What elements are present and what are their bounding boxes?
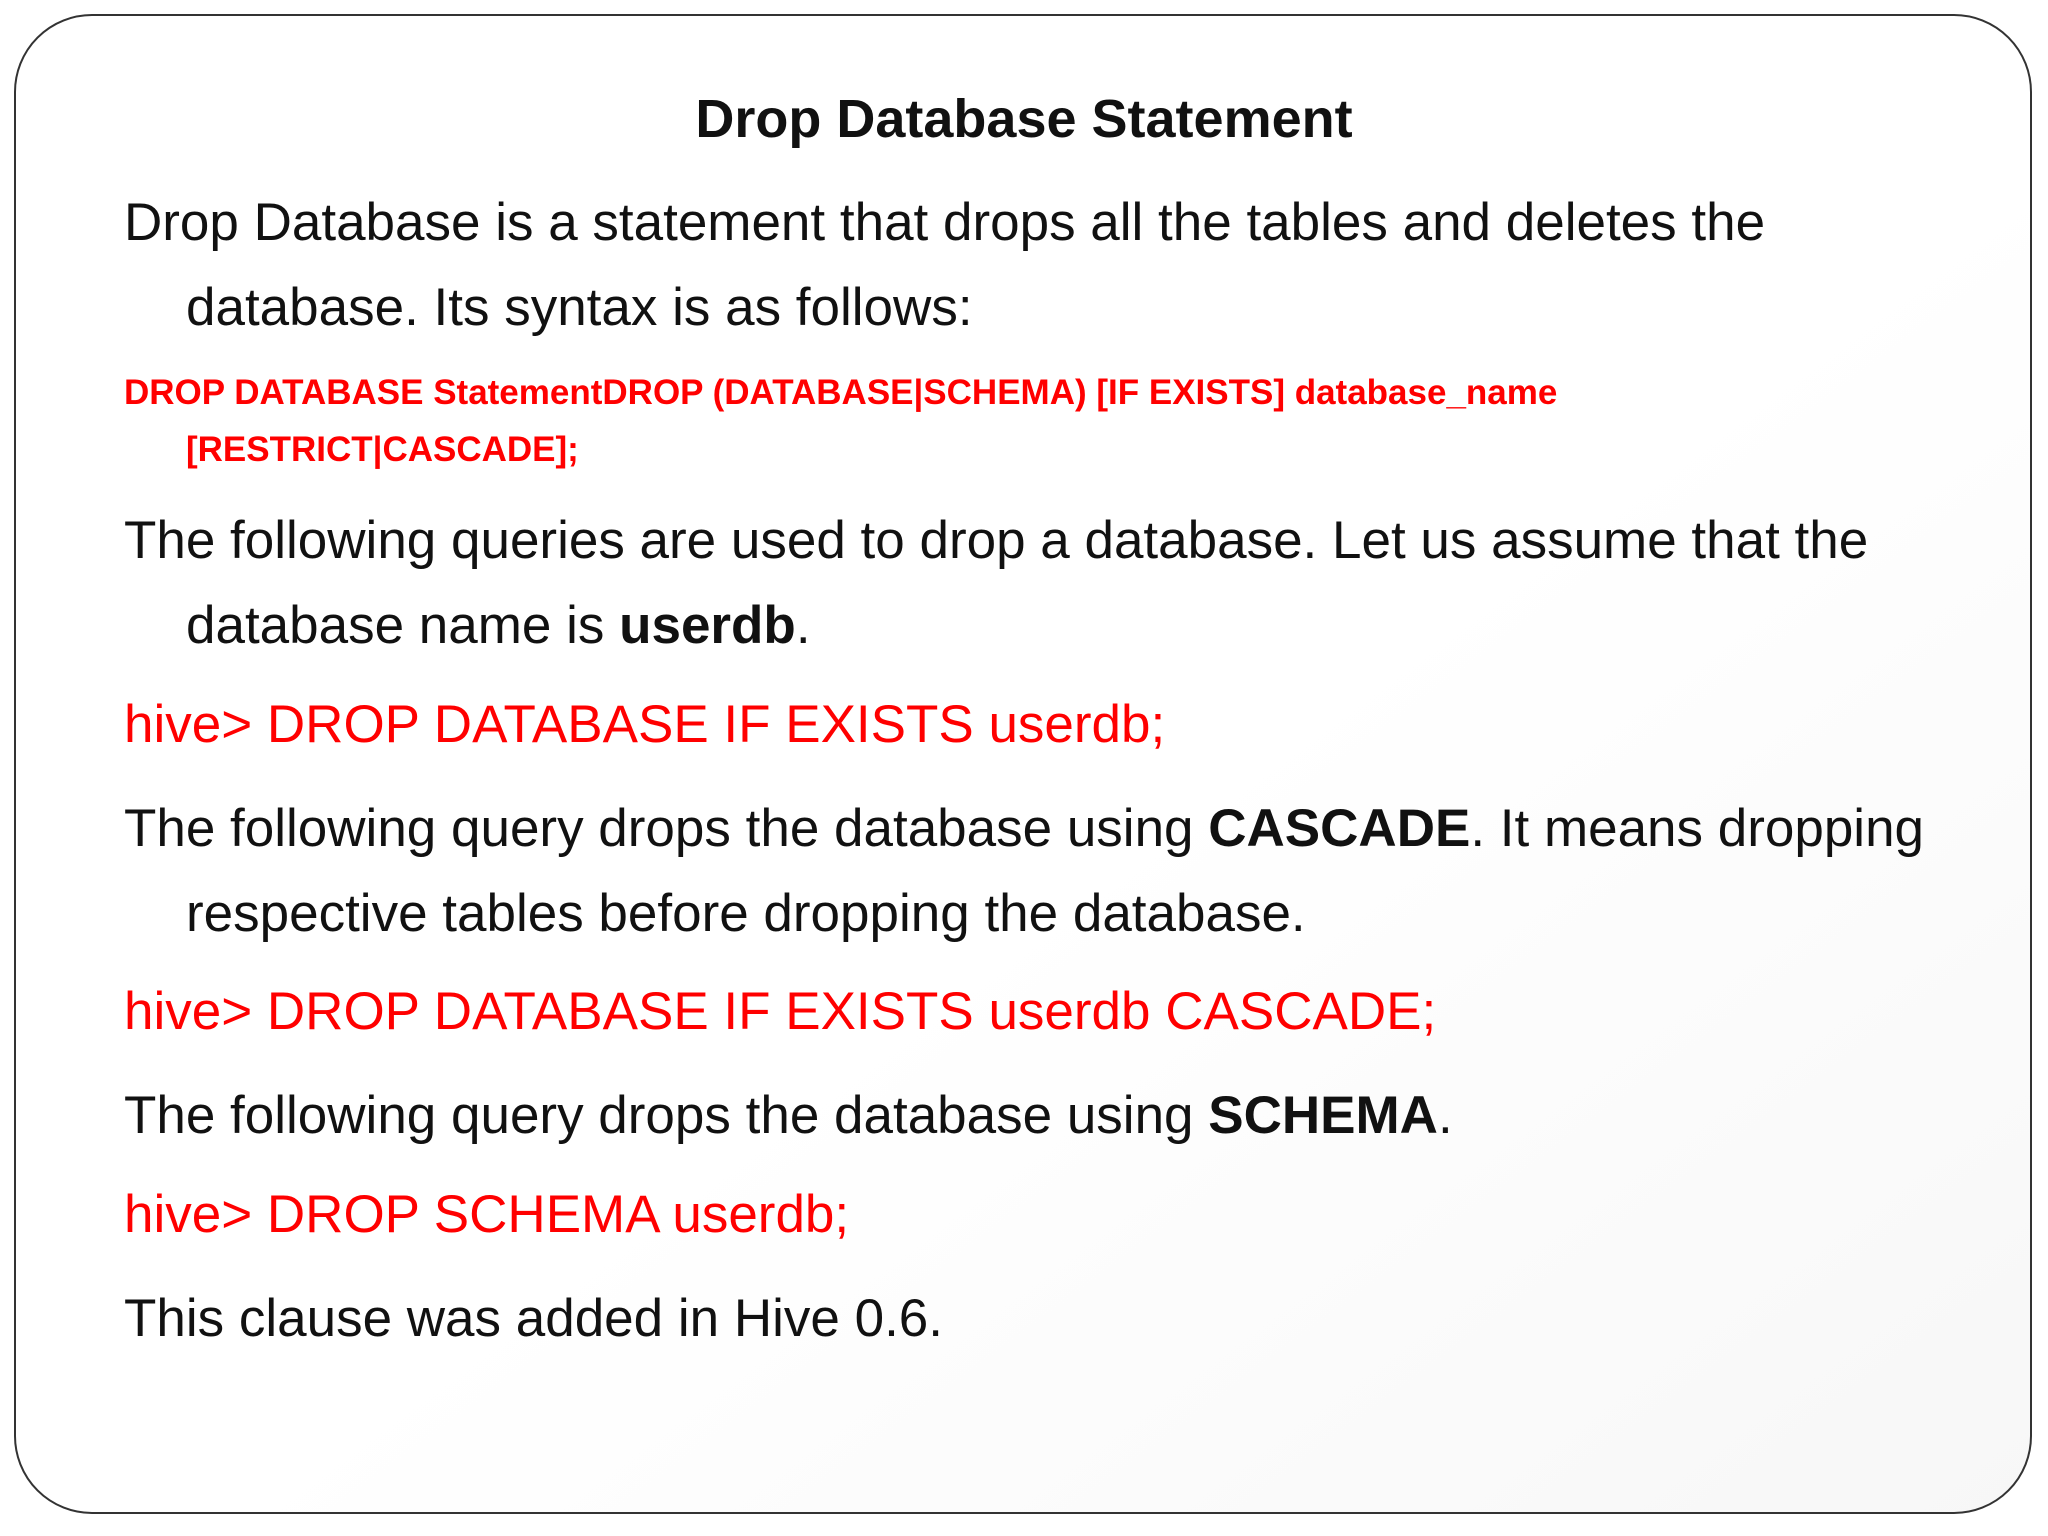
database-name-bold: userdb — [619, 596, 796, 655]
queries-intro-paragraph — [124, 498, 1944, 668]
cascade-bold: CASCADE — [1208, 799, 1471, 858]
cascade-note-end: . It means dropping respective tables before dropping the database. — [186, 799, 1925, 943]
cascade-note-paragraph — [124, 786, 1944, 956]
queries-intro-text: The following queries are used to drop a database. Let us assume that the database name is — [124, 511, 1869, 655]
syntax-line: DROP DATABASE StatementDROP (DATABASE|SCHEMA) [IF EXISTS] database_name [RESTRICT|CASCADE]; — [124, 373, 1558, 469]
schema-note-end: . — [1437, 1086, 1453, 1145]
command-drop-database: hive> DROP DATABASE IF EXISTS userdb; — [124, 695, 1166, 754]
footer-note: This clause was added in Hive 0.6. — [124, 1289, 943, 1348]
queries-intro-end: . — [795, 596, 811, 655]
command-drop-database-cascade: hive> DROP DATABASE IF EXISTS userdb CASCADE; — [124, 982, 1437, 1041]
intro-paragraph: Drop Database is a statement that drops all the tables and deletes the database. Its syntax is as follows: — [124, 193, 1766, 337]
command-drop-schema: hive> DROP SCHEMA userdb; — [124, 1185, 850, 1244]
slide-title: Drop Database Statement — [695, 89, 1353, 149]
schema-bold: SCHEMA — [1208, 1086, 1438, 1145]
cascade-note-text: The following query drops the database using — [124, 799, 1209, 858]
schema-note-text: The following query drops the database using — [124, 1086, 1209, 1145]
schema-note-paragraph — [124, 1073, 1944, 1158]
